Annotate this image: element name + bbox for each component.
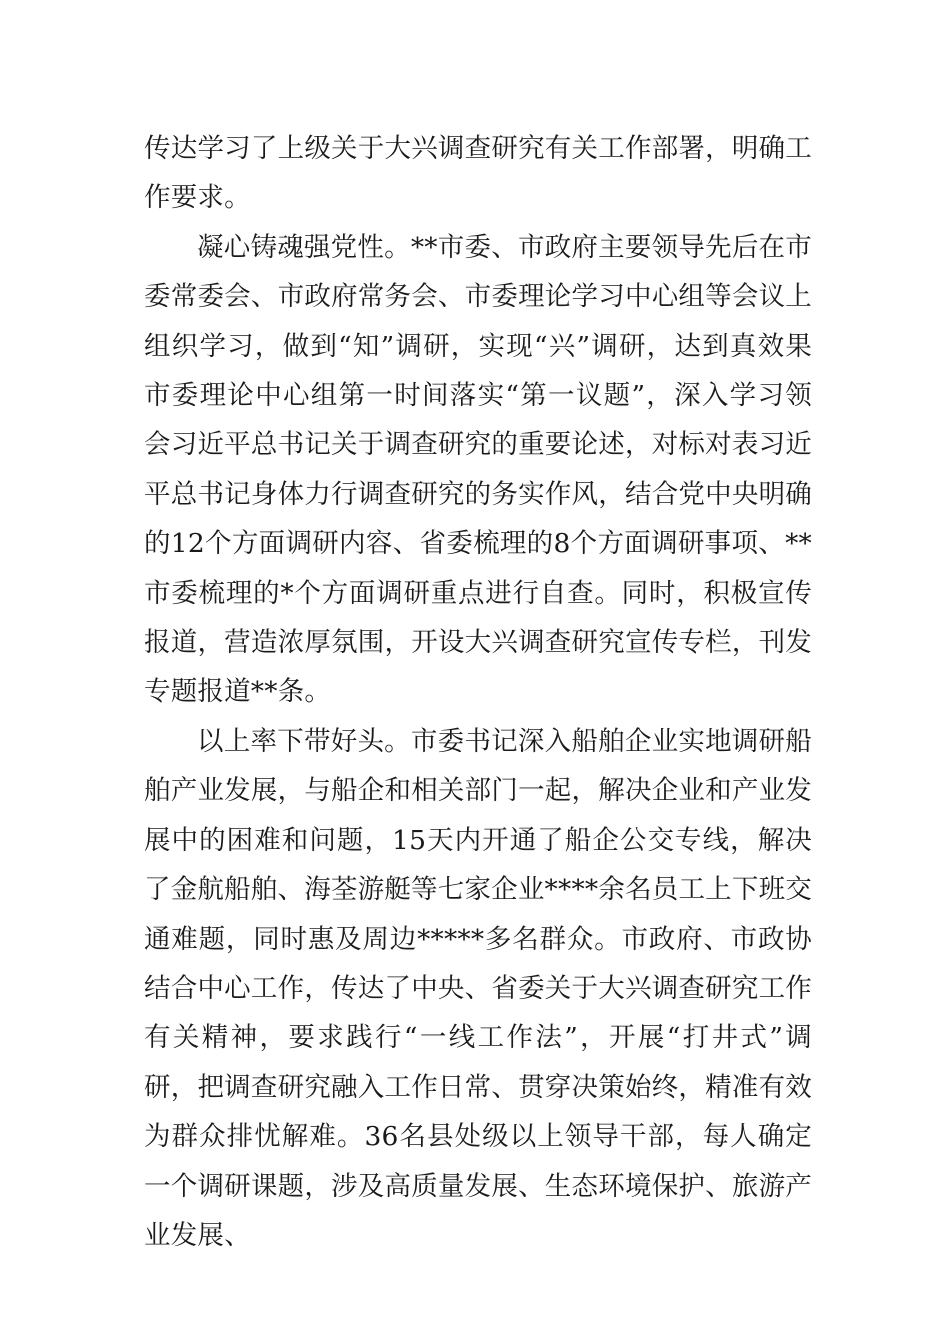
- paragraph-1: 传达学习了上级关于大兴调查研究有关工作部署，明确工作要求。: [144, 133, 812, 214]
- paragraph-3: 以上率下带好头。市委书记深入船舶企业实地调研船舶产业发展，与船企和相关部门一起，解决企业和产业发展中的困难和问题，15天内开通了船企公交专线，解决了金航船舶、海荃游艇等七家企业****余名员工上下班交通难题，同时惠及周边*****多名群众。市政府、市政协结合中心工作，传达了中央、省委关于大兴调查研究工作有关精神，要求践行“一线工作法”，开展“打井式”调研，把调查研究融入工作日常、贯穿决策始终，精准有效为群众排忧解难。36名县处级以上领导干部，每人确定一个调研课题，涉及高质量发展、生态环境保护、旅游产业发展、: [144, 725, 812, 1251]
- document-body: [144, 124, 812, 1260]
- paragraph-2: 凝心铸魂强党性。**市委、市政府主要领导先后在市委常委会、市政府常务会、市委理论学习中心组等会议上组织学习，做到“知”调研，实现“兴”调研，达到真效果市委理论中心组第一时间落实“第一议题”，深入学习领会习近平总书记关于调查研究的重要论述，对标对表习近平总书记身体力行调查研究的务实作风，结合党中央明确的12个方面调研内容、省委梳理的8个方面调研事项、**市委梳理的*个方面调研重点进行自查。同时，积极宣传报道，营造浓厚氛围，开设大兴调查研究宣传专栏，刊发专题报道**条。: [144, 231, 812, 708]
